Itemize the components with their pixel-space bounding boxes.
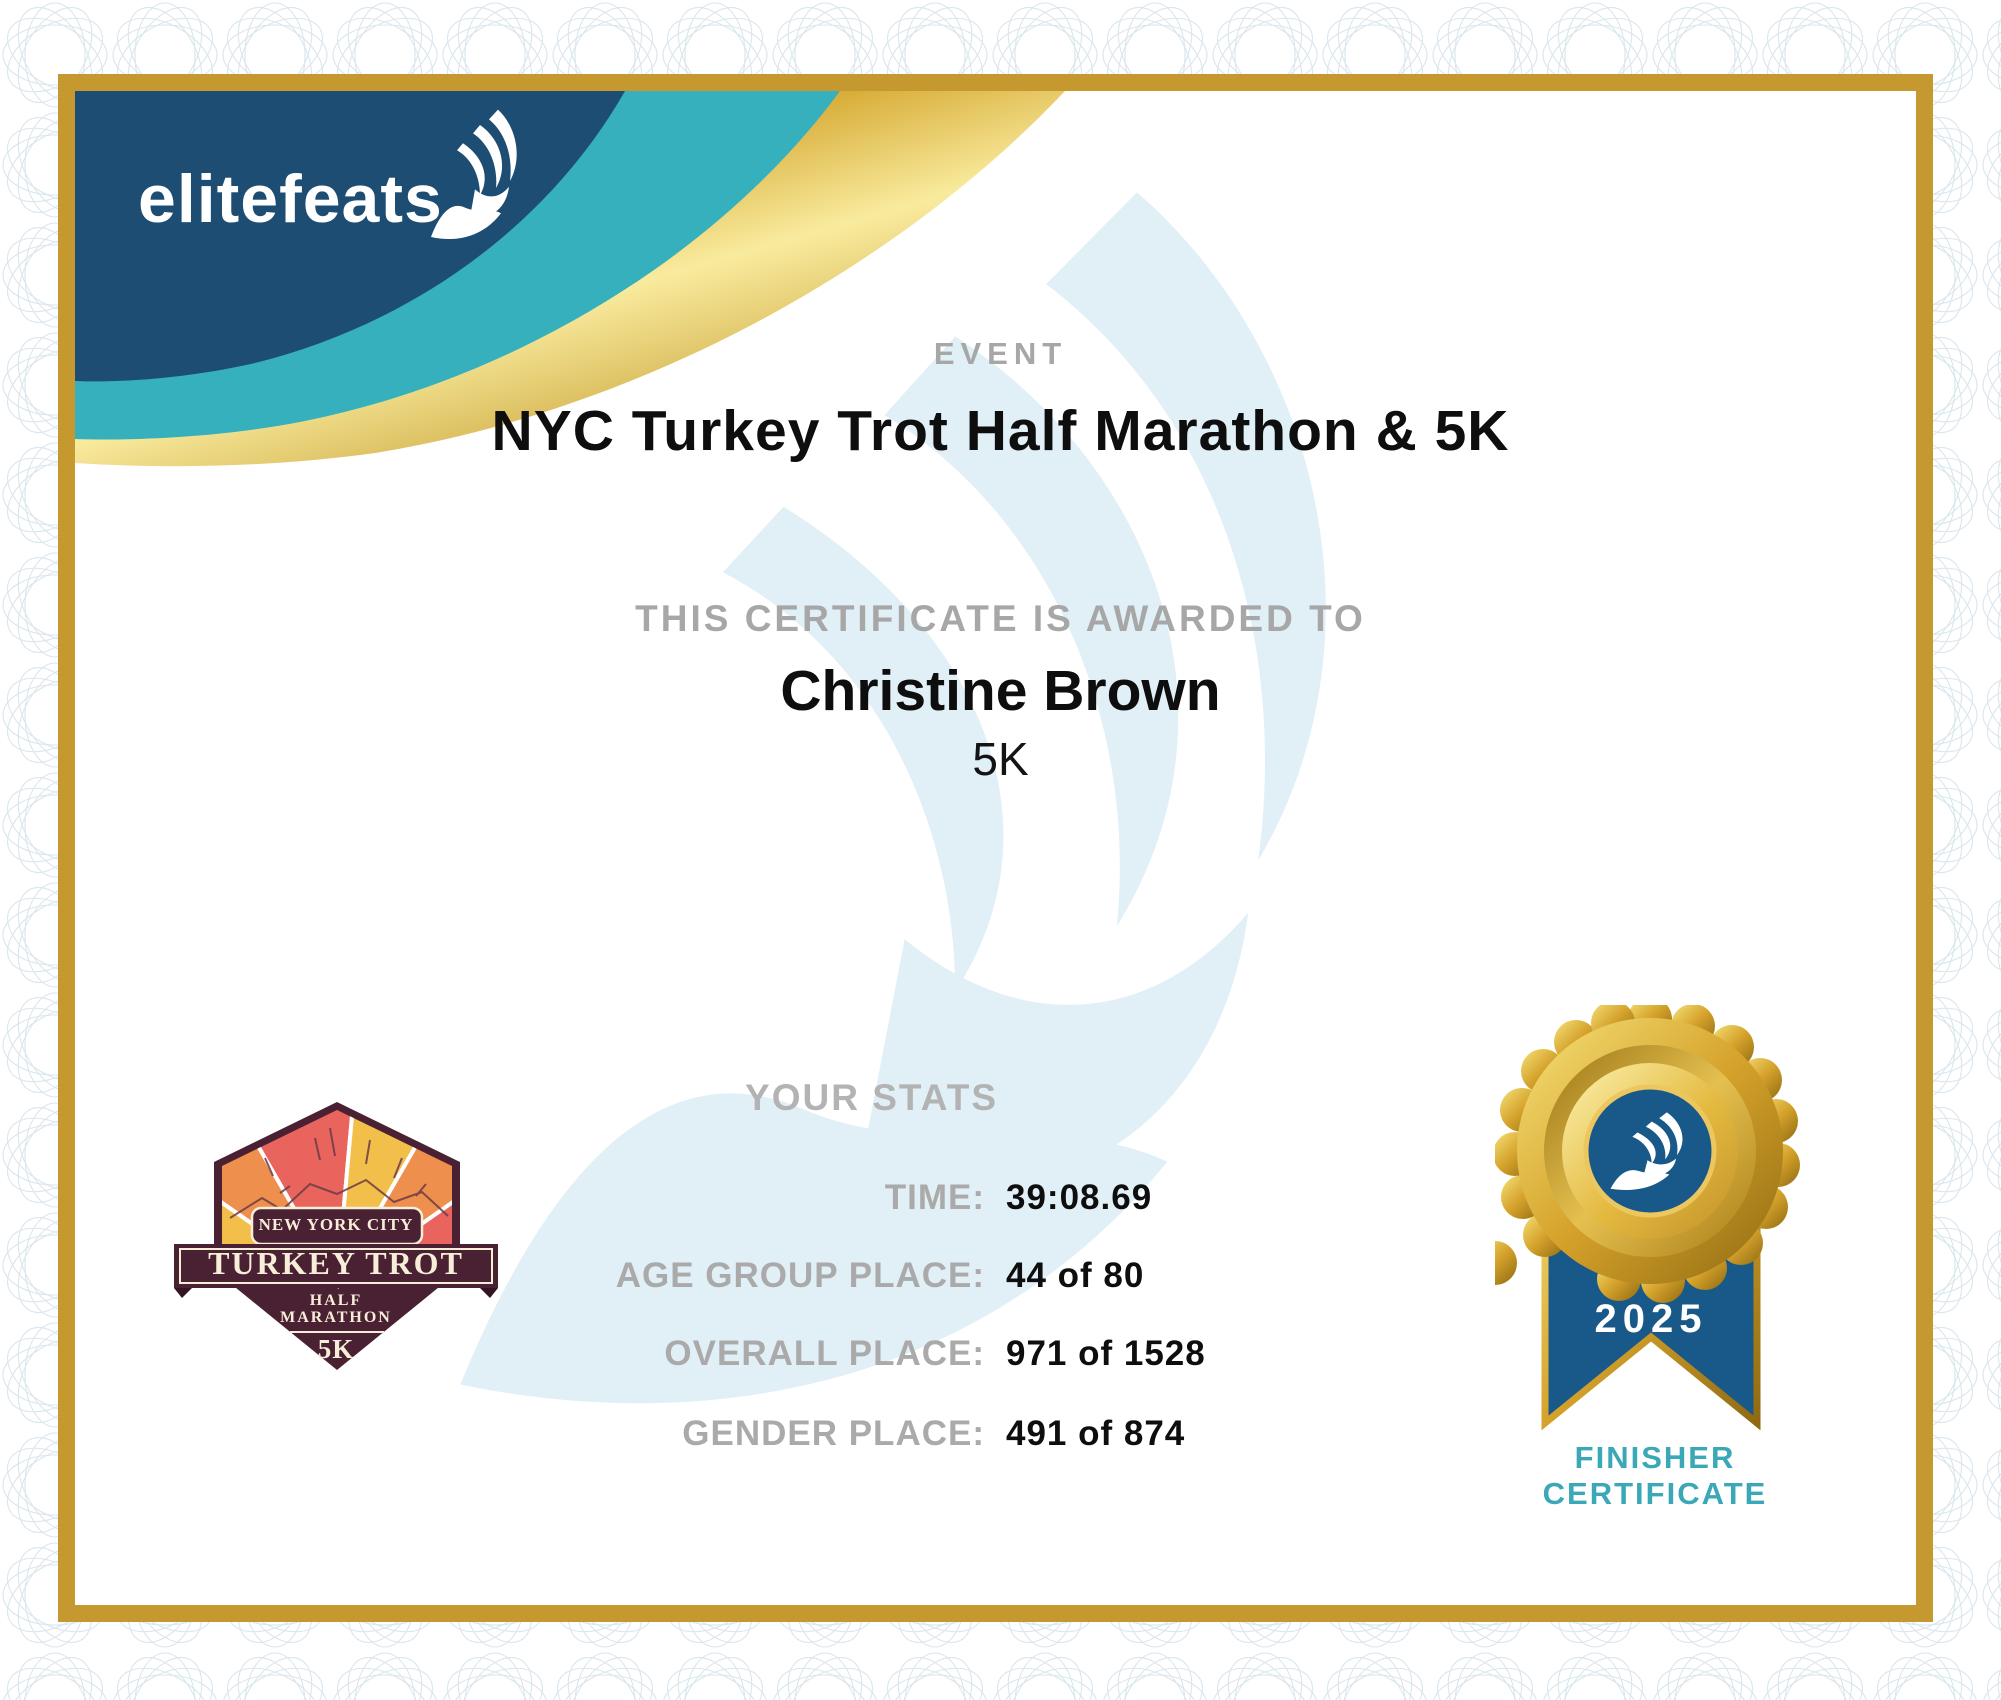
stat-label-gender-place: GENDER PLACE: <box>682 1414 985 1453</box>
stat-value-time: 39:08.69 <box>1006 1178 1153 1217</box>
event-logo-city: NEW YORK CITY <box>258 1215 414 1234</box>
medal-year: 2025 <box>1594 1297 1708 1341</box>
event-logo-distance-line3: 5K <box>317 1334 355 1364</box>
finisher-certificate-caption <box>1495 1440 1815 1511</box>
finisher-caption-line1: FINISHER <box>1574 1440 1736 1475</box>
event-title: NYC Turkey Trot Half Marathon & 5K <box>491 399 1510 463</box>
stat-label-time: TIME: <box>884 1178 985 1217</box>
event-logo-distance-line2: MARATHON <box>280 1309 392 1326</box>
event-logo-underline <box>290 1331 384 1333</box>
event-logo-race: TURKEY TROT <box>208 1245 464 1281</box>
stat-value-overall-place: 971 of 1528 <box>1006 1334 1206 1373</box>
finisher-medal-graphic <box>1495 1005 1815 1465</box>
finisher-medal <box>1495 1005 1815 1465</box>
brand-logo-text: elitefeats <box>138 161 443 237</box>
recipient-division: 5K <box>972 733 1029 785</box>
awarded-to-label: THIS CERTIFICATE IS AWARDED TO <box>635 598 1366 639</box>
event-section-label: EVENT <box>933 336 1068 371</box>
event-logo-distance-line1: HALF <box>309 1292 363 1309</box>
stat-label-age-group-place: AGE GROUP PLACE: <box>615 1256 985 1295</box>
recipient-name: Christine Brown <box>780 659 1221 723</box>
your-stats-heading: YOUR STATS <box>745 1077 998 1118</box>
stat-value-age-group-place: 44 of 80 <box>1006 1256 1145 1295</box>
brand-winged-foot-icon <box>428 104 528 244</box>
stat-label-overall-place: OVERALL PLACE: <box>664 1334 985 1373</box>
stat-value-gender-place: 491 of 874 <box>1006 1414 1186 1453</box>
event-logo-badge <box>170 1098 502 1383</box>
finisher-caption-line2: CERTIFICATE <box>1542 1475 1768 1511</box>
